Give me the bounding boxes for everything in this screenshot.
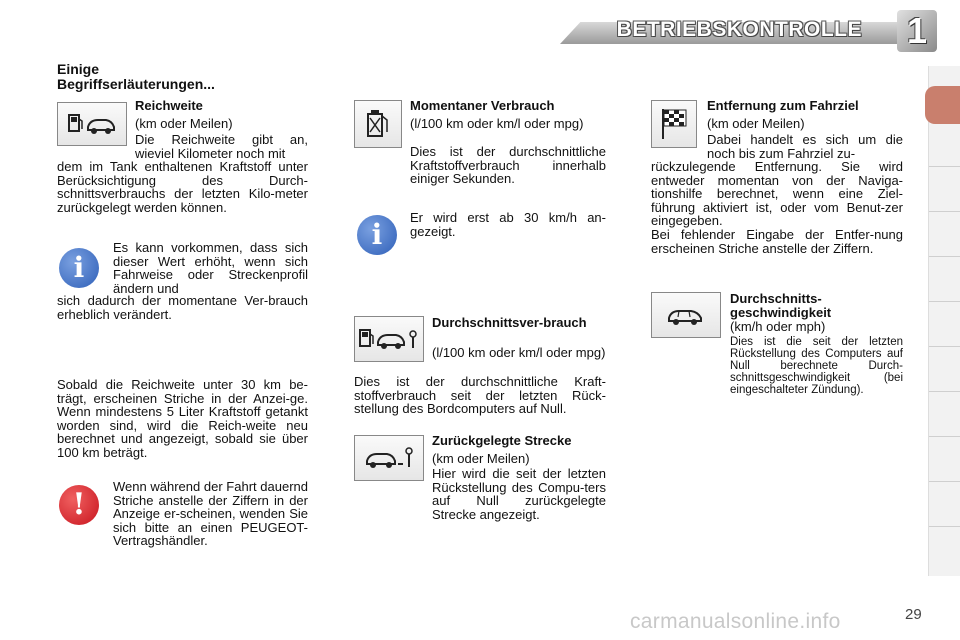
info-text-a: Es kann vorkommen, dass sich dieser Wert erhöht, wenn sich Fahrweise oder Streckenprofil ändern und: [113, 240, 308, 296]
distance-travelled-icon: [363, 445, 415, 471]
current-text: Dies ist der durchschnittliche Kraftstoffverbrauch innerhalb einiger Sekunden.: [410, 144, 606, 186]
tab-divider: [929, 481, 960, 482]
range-icon-box: [57, 102, 127, 146]
watermark: carmanualsonline.info: [630, 610, 841, 633]
chapter-number: 1: [897, 10, 937, 52]
destination-unit: (km oder Meilen): [707, 116, 805, 131]
tab-divider: [929, 256, 960, 257]
average-consumption-title: Durchschnittsver-brauch: [432, 315, 587, 330]
fuel-range-icon: [66, 111, 118, 137]
side-tab-strip: [928, 66, 960, 576]
tab-divider: [929, 166, 960, 167]
checkered-flag-icon: [659, 107, 689, 141]
tab-divider: [929, 391, 960, 392]
tab-divider: [929, 436, 960, 437]
page-number: 29: [905, 606, 922, 623]
warning-icon: !: [59, 485, 99, 525]
range-title: Reichweite: [135, 98, 203, 113]
average-consumption-text: Dies ist der durchschnittliche Kraft-stoffverbrauch seit der letzten Rück-stellung des Bordcomputers auf Null.: [354, 374, 606, 416]
destination-text-c: Bei fehlender Eingabe der Entfer-nung erscheinen Striche anstelle der Ziffern.: [651, 227, 903, 256]
distance-title: Zurückgelegte Strecke: [432, 433, 572, 448]
destination-text-b: rückzulegende Entfernung. Sie wird entweder momentan von der Naviga-tionshilfe berechnet, wenn eine Ziel-führung aktiviert ist, oder vom Benut-zer eingegeben.: [651, 159, 903, 228]
active-chapter-tab[interactable]: [925, 86, 960, 124]
average-speed-icon-box: [651, 292, 721, 338]
tab-divider: [929, 346, 960, 347]
distance-text: Hier wird die seit der letzten Rückstellung des Compu-ters auf Null zurückgelegte Strecke angezeigt.: [432, 466, 606, 522]
average-consumption-unit: (l/100 km oder km/l oder mpg): [432, 345, 606, 360]
tab-divider: [929, 526, 960, 527]
current-unit: (l/100 km oder km/l oder mpg): [410, 116, 584, 131]
average-consumption-icon-box: [354, 316, 424, 362]
average-speed-title: Durchschnitts-geschwindigkeit: [730, 291, 832, 320]
tab-divider: [929, 211, 960, 212]
average-consumption-icon: [358, 326, 420, 352]
page-header: [0, 0, 960, 60]
fuel-pump-icon: [365, 108, 391, 140]
current-consumption-icon-box: [354, 100, 402, 148]
destination-text-a: Dabei handelt es sich um die noch bis zum Fahrziel zu-: [707, 132, 903, 161]
warning-text: Wenn während der Fahrt dauernd Striche anstelle der Ziffern in der Anzeige er-scheinen, wenden Sie sich bitte an einen PEUGEOT-Vertragshändler.: [113, 479, 308, 548]
car-icon: [666, 303, 706, 327]
chapter-title: BETRIEBSKONTROLLE: [616, 18, 862, 41]
current-title: Momentaner Verbrauch: [410, 98, 555, 113]
info-icon: i: [357, 215, 397, 255]
section-heading: Einige Begriffserläuterungen...: [57, 61, 215, 92]
info-icon: i: [59, 248, 99, 288]
average-speed-unit: (km/h oder mph): [730, 319, 826, 334]
current-info-text: Er wird erst ab 30 km/h an-gezeigt.: [410, 210, 606, 239]
average-speed-text: Dies ist die seit der letzten Rückstellung des Computers auf Null berechnete Durch-schnittsgeschwindigkeit (bei eingeschalteter Zündung).: [730, 336, 903, 396]
destination-icon-box: [651, 100, 697, 148]
distance-unit: (km oder Meilen): [432, 451, 530, 466]
range-text-b: dem im Tank enthaltenen Kraftstoff unter Berücksichtigung des Durch-schnittsverbrauchs der letzten Kilo-meter zurückgelegt werden können.: [57, 159, 308, 215]
tab-divider: [929, 301, 960, 302]
distance-icon-box: [354, 435, 424, 481]
destination-title: Entfernung zum Fahrziel: [707, 98, 859, 113]
range-unit: (km oder Meilen): [135, 116, 233, 131]
reserve-text: Sobald die Reichweite unter 30 km be-trägt, erscheinen Striche in der Anzei-ge. Wenn mindestens 5 Liter Kraftstoff getankt worden sind, wird die Reich-weite neu berechnet und angezeigt, sobald sie über 100 km beträgt.: [57, 377, 308, 460]
info-text-b: sich dadurch der momentane Ver-brauch erheblich verändert.: [57, 293, 308, 322]
range-text-a: Die Reichweite gibt an, wieviel Kilometer noch mit: [135, 132, 308, 161]
